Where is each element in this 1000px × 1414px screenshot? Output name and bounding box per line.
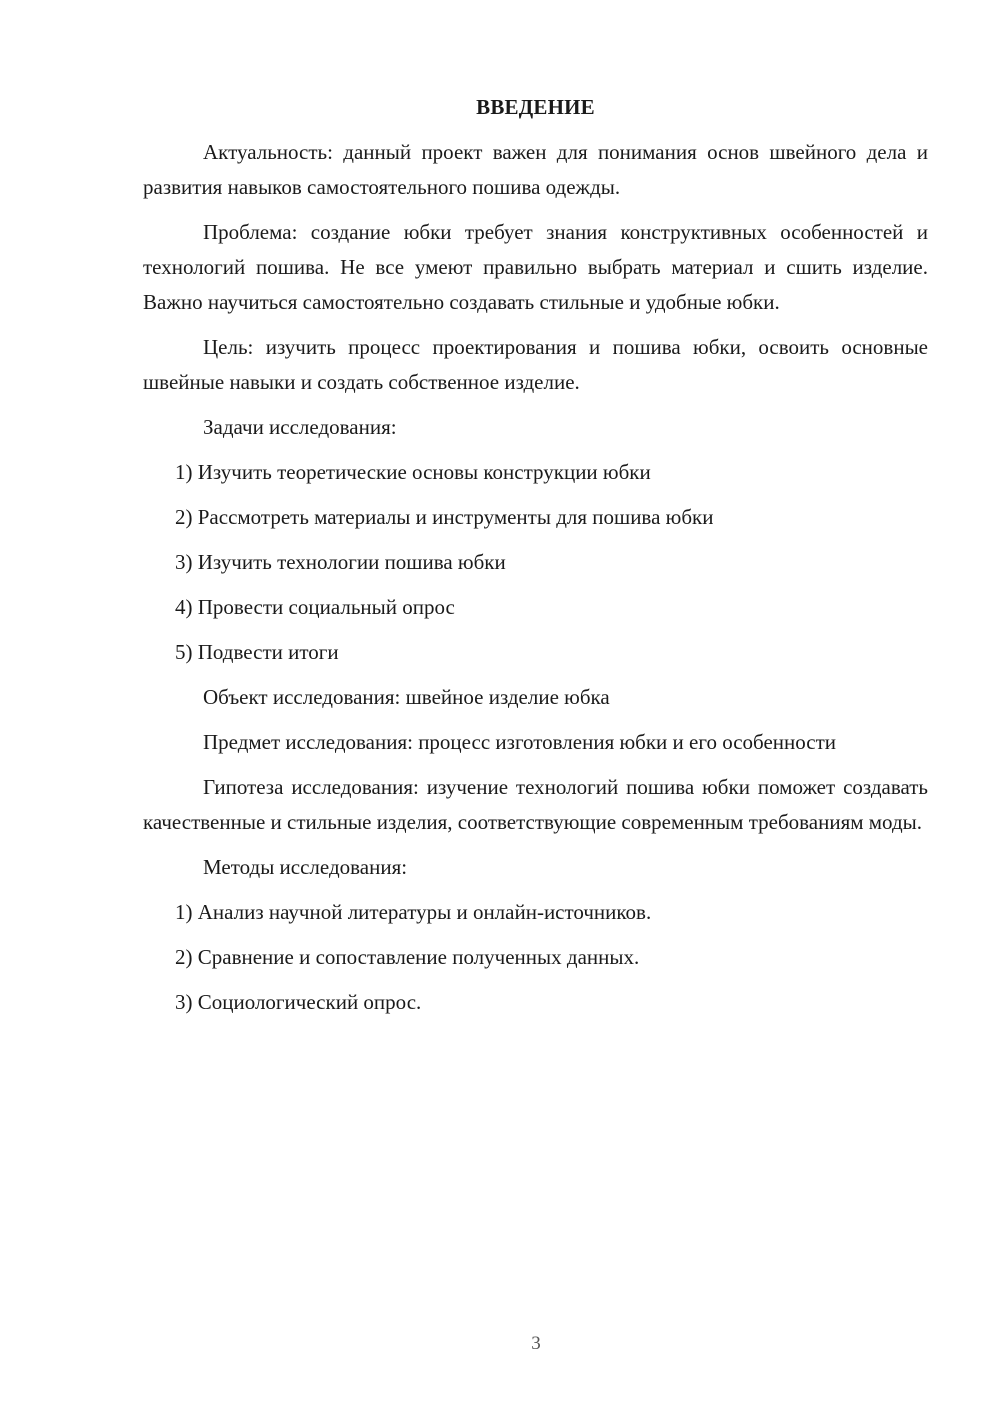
task-item: 5) Подвести итоги bbox=[175, 640, 339, 664]
page-number: 3 bbox=[531, 1333, 541, 1354]
method-item: 2) Сравнение и сопоставление полученных данных. bbox=[175, 945, 640, 969]
hypothesis-paragraph: Гипотеза исследования: изучение технологий пошива юбки поможет создавать качественные и стильные изделия, соответствующие современным требованиям моды. bbox=[143, 775, 928, 834]
task-item: 4) Провести социальный опрос bbox=[175, 595, 455, 619]
page-content bbox=[143, 90, 928, 1030]
task-item: 1) Изучить теоретические основы конструкции юбки bbox=[175, 460, 651, 484]
method-item: 3) Социологический опрос. bbox=[175, 990, 422, 1014]
task-item: 2) Рассмотреть материалы и инструменты для пошива юбки bbox=[175, 505, 714, 529]
methods-heading: Методы исследования: bbox=[203, 855, 408, 879]
relevance-paragraph: Актуальность: данный проект важен для понимания основ швейного дела и развития навыков самостоятельного пошива одежды. bbox=[143, 140, 928, 199]
object-paragraph: Объект исследования: швейное изделие юбка bbox=[203, 685, 610, 709]
subject-paragraph: Предмет исследования: процесс изготовления юбки и его особенности bbox=[203, 730, 837, 754]
section-title: ВВЕДЕНИЕ bbox=[476, 95, 595, 119]
method-item: 1) Анализ научной литературы и онлайн-источников. bbox=[175, 900, 652, 924]
problem-paragraph: Проблема: создание юбки требует знания конструктивных особенностей и технологий пошива. Не все умеют правильно выбрать материал и сшить изделие. Важно научиться самостоятельно создавать стильные и удобные юбки. bbox=[143, 220, 928, 314]
tasks-heading: Задачи исследования: bbox=[203, 415, 397, 439]
goal-paragraph: Цель: изучить процесс проектирования и пошива юбки, освоить основные швейные навыки и создать собственное изделие. bbox=[143, 335, 928, 394]
task-item: 3) Изучить технологии пошива юбки bbox=[175, 550, 506, 574]
